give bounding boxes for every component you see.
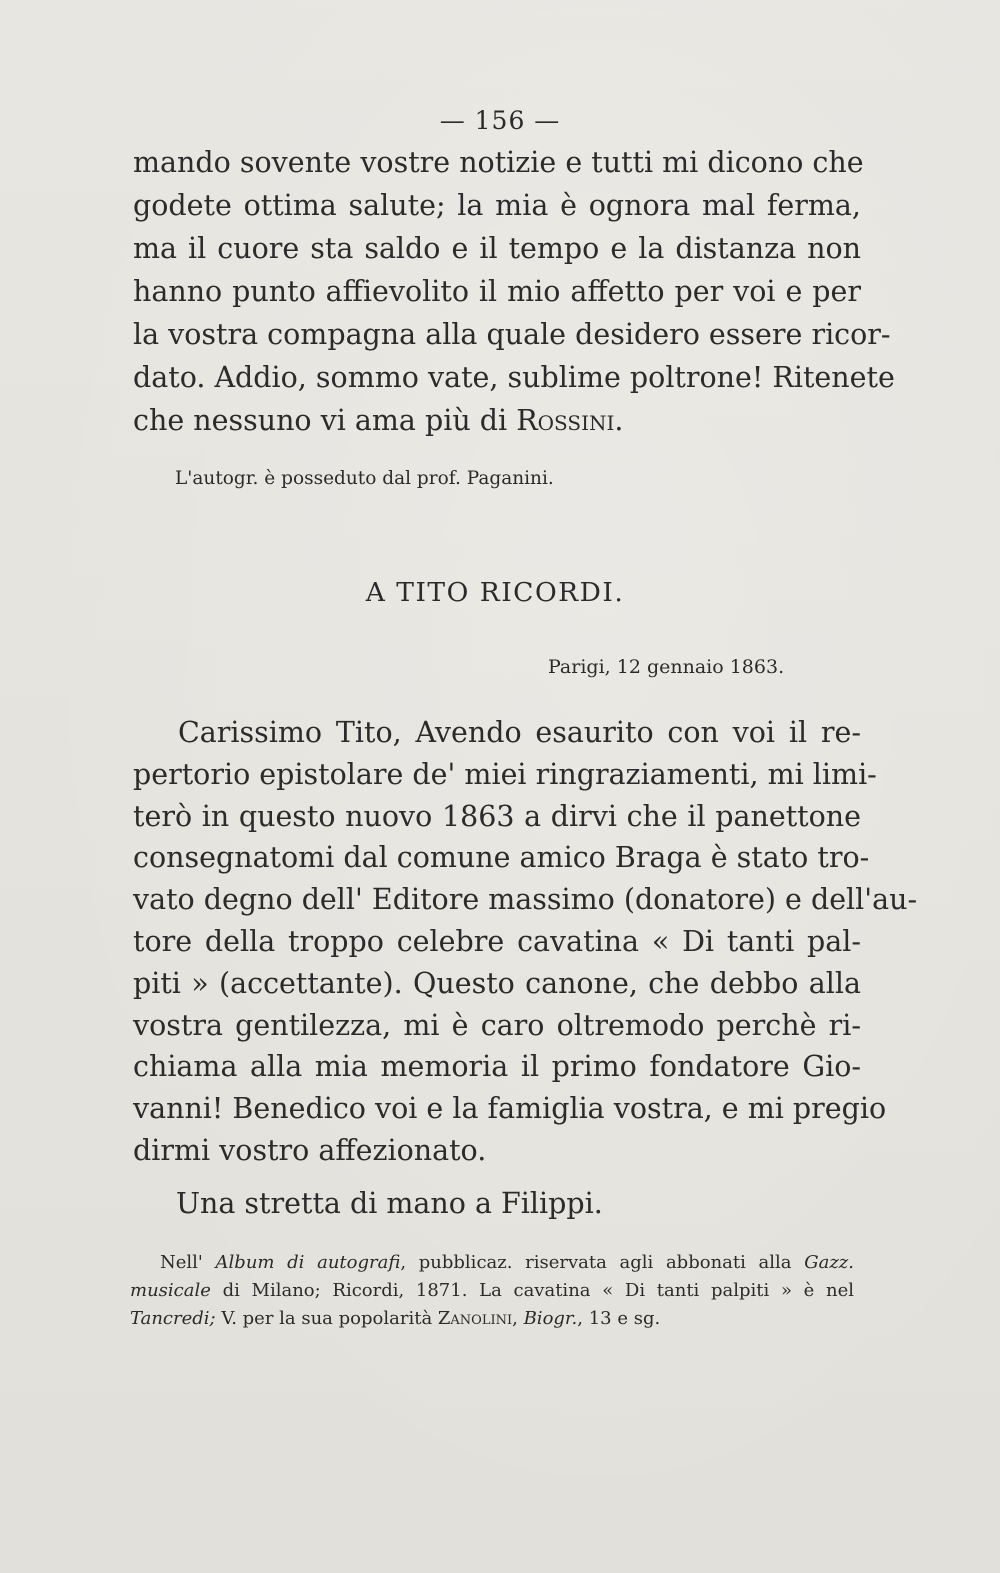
footnote [130, 1249, 854, 1333]
text-fragment: V. per la sua popolarità [215, 1308, 438, 1329]
text-line: consegnatomi dal comune amico Braga è stato tro- [133, 841, 870, 875]
text-line: Carissimo Tito, Avendo esaurito con voi il re- [178, 716, 861, 749]
text-line: ma il cuore sta saldo e il tempo e la distanza non [133, 232, 861, 265]
letter-continuation [133, 141, 895, 442]
text-line: la vostra compagna alla quale desidero essere ricor- [133, 318, 891, 351]
text-fragment: , pubblicaz. riservata agli abbonati alla [400, 1252, 805, 1273]
text-fragment: , 13 e sg. [577, 1308, 661, 1329]
page-number: — 156 — [439, 106, 561, 135]
text-line: piti » (accettante). Questo canone, che debbo alla [133, 966, 861, 1000]
text-line: dato. Addio, sommo vate, sublime poltrone! Ritenete [133, 361, 895, 394]
text-fragment: Nell' [160, 1252, 216, 1273]
text-fragment: Tancredi; [130, 1308, 216, 1329]
text-fragment: Zanolini [437, 1308, 513, 1329]
footnote-line [130, 1305, 854, 1333]
footnote-line [130, 1277, 854, 1305]
letter-body [133, 712, 918, 1172]
text-line: vostra gentilezza, mi è caro oltremodo perchè ri- [133, 1008, 861, 1042]
text-line: godete ottima salute; la mia è ognora mal ferma, [133, 189, 861, 222]
autograph-note: L'autogr. è posseduto dal prof. Paganini. [175, 468, 554, 489]
text-fragment: di Milano; Ricordi, 1871. La cavatina « Di tanti palpiti » è nel [210, 1280, 854, 1301]
text-fragment: che nessuno vi ama più di [133, 404, 517, 437]
text-line-last: dirmi vostro affezionato. [133, 1133, 487, 1167]
text-fragment: musicale [130, 1280, 211, 1301]
text-line-last [133, 399, 861, 442]
text-line: hanno punto affievolito il mio affetto per voi e per [133, 275, 861, 308]
footnote-line [130, 1249, 854, 1277]
text-fragment: Biogr. [523, 1308, 578, 1329]
text-line: mando sovente vostre notizie e tutti mi dicono che [133, 146, 864, 179]
text-line: terò in questo nuovo 1863 a dirvi che il panettone [133, 799, 861, 833]
signature: Rossini [516, 404, 615, 437]
text-line: vato degno dell' Editore massimo (donatore) e dell'au- [133, 883, 918, 917]
text-fragment: Album di autografi [215, 1252, 401, 1273]
text-fragment: Gazz. [804, 1252, 855, 1273]
text-line: vanni! Benedico voi e la famiglia vostra, e mi pregio [133, 1092, 887, 1126]
text-line: tore della troppo celebre cavatina « Di tanti pal- [133, 924, 861, 958]
section-heading: A TITO RICORDI. [365, 577, 625, 608]
dateline: Parigi, 12 gennaio 1863. [548, 656, 785, 678]
text-line: pertorio epistolare de' miei ringraziamenti, mi limi- [133, 757, 877, 791]
text-fragment: , [512, 1308, 524, 1329]
text-fragment: . [614, 404, 624, 437]
closing-line: Una stretta di mano a Filippi. [176, 1187, 603, 1220]
text-line: chiama alla mia memoria il primo fondatore Gio- [133, 1050, 861, 1084]
